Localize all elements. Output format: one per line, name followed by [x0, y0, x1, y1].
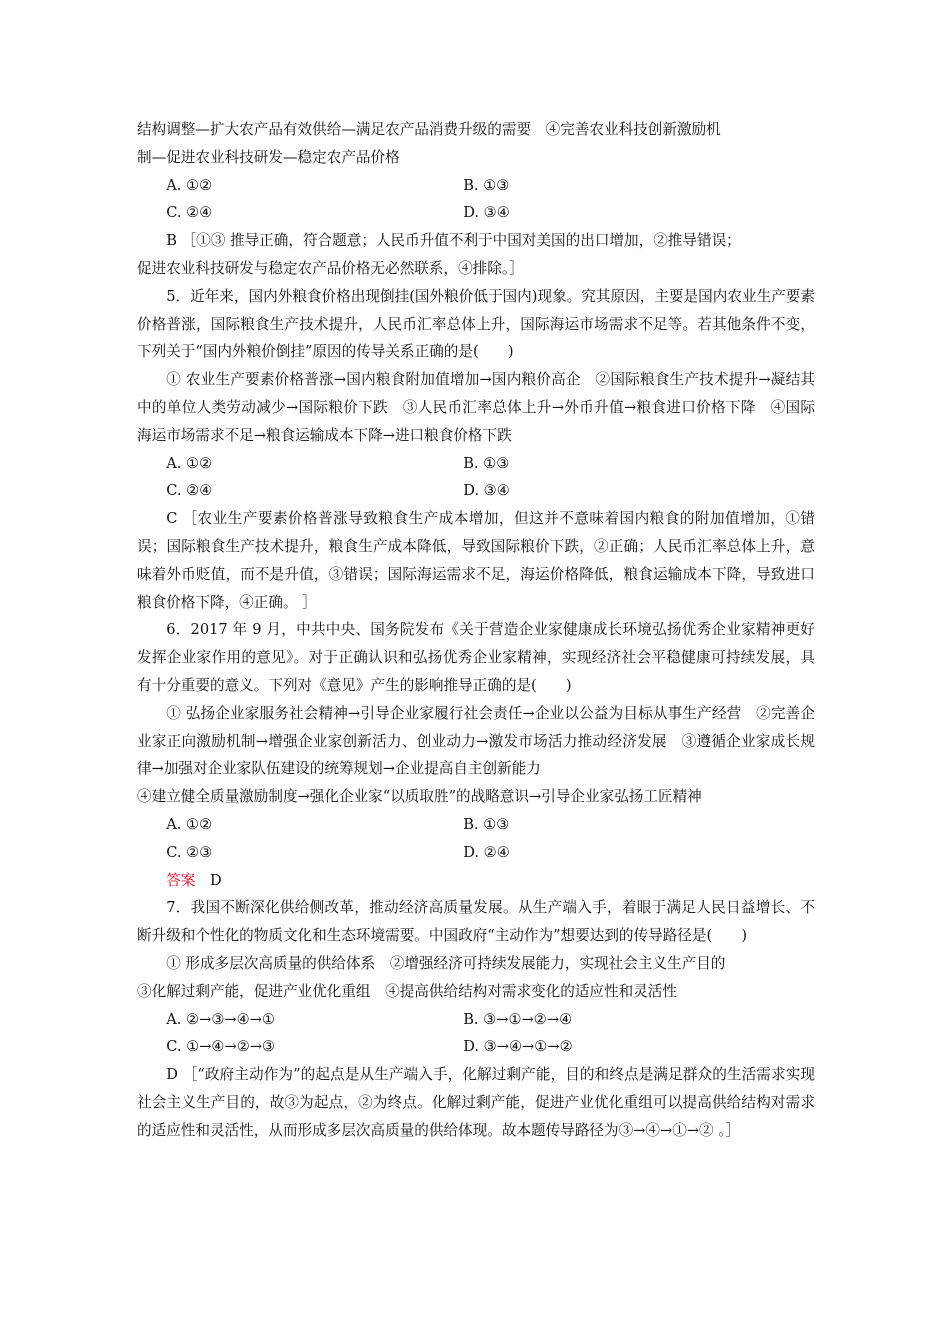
q7-options-row-1 — [137, 1006, 815, 1034]
q6-answer-value: D — [210, 871, 222, 889]
q4-options-row-1 — [137, 172, 815, 200]
q5-option-a: A. ①② — [166, 454, 213, 472]
q7-option-c: C. ①→④→②→③ — [166, 1038, 276, 1056]
q5-option-c: C. ②④ — [166, 482, 213, 500]
q6-stem: 6．2017 年 9 月，中共中央、国务院发布《关于营造企业家健康成长环境弘扬优秀企业家精神更好发挥企业家作用的意见》。对于正确认识和弘扬优秀企业家精神，实现经济社会平稳健康可持续发展，具有十分重要的意义。下列对《意见》产生的影响推导正确的是( ) — [137, 621, 815, 694]
q6-item-4: ④建立健全质量激励制度→强化企业家“以质取胜”的战略意识→引导企业家弘扬工匠精神 — [137, 788, 702, 806]
q4-analysis-line-2: 促进农业科技研发与稳定农产品价格无必然联系，④排除。］ — [137, 259, 524, 277]
q4-analysis-line-1: B ［①③ 推导正确，符合题意；人民币升值不利于中国对美国的出口增加，②推导错误； — [166, 232, 741, 250]
q7-option-b: B. ③→①→②→④ — [463, 1010, 573, 1028]
q7-options-row-2 — [137, 1033, 815, 1061]
q6-option-c: C. ②③ — [166, 843, 213, 861]
document-page — [137, 116, 815, 1144]
q4-options-row-2 — [137, 199, 815, 227]
q4-statement-line-1: 结构调整—扩大农产品有效供给—满足农产品消费升级的需要 ④完善农业科技创新激励机 — [137, 121, 721, 138]
q6-option-d: D. ②④ — [463, 843, 510, 861]
q6-option-b: B. ①③ — [463, 815, 510, 833]
q7-option-d: D. ③→④→①→② — [463, 1038, 573, 1056]
q4-statement-line-2: 制—促进农业科技研发—稳定农产品价格 — [137, 148, 400, 166]
q5-stem: 5．近年来，国内外粮食价格出现倒挂(国外粮价低于国内)现象。究其原因，主要是国内农业生产要素价格普涨，国际粮食生产技术提升，人民币汇率总体上升，国际海运市场需求不足等。若其他条件不变，下列关于“国内外粮价倒挂”原因的传导关系正确的是( ) — [137, 287, 815, 361]
q6-options-row-1 — [137, 811, 815, 839]
q7-stem: 7．我国不断深化供给侧改革，推动经济高质量发展。从生产端入手，着眼于满足人民日益增长、不断升级和个性化的物质文化和生态环境需要。中国政府“主动作为”想要达到的传导路径是( ) — [137, 899, 815, 945]
q5-option-b: B. ①③ — [463, 454, 510, 472]
q5-analysis: C ［农业生产要素价格普涨导致粮食生产成本增加，但这并不意味着国内粮食的附加值增加，①错误；国际粮食生产技术提升，粮食生产成本降低，导致国际粮价下跌，②正确；人民币汇率总体上升，意味着外币贬值，而不是升值，③错误；国际海运需求不足，海运价格降低，粮食运输成本下降，导致进口粮食价格下降，④正确。 ］ — [137, 510, 815, 611]
q7-item-line-1: ① 形成多层次高质量的供给体系 ②增强经济可持续发展能力，实现社会主义生产目的 — [166, 954, 726, 972]
q4-option-c: C. ②④ — [166, 204, 213, 222]
q5-items: ① 农业生产要素价格普涨→国内粮食附加值增加→国内粮价高企 ②国际粮食生产技术提升→凝结其中的单位人类劳动减少→国际粮价下跌 ③人民币汇率总体上升→外币升值→粮食进口价格下降 ④国际海运市场需求不足→粮食运输成本下降→进口粮食价格下跌 — [137, 371, 815, 444]
q7-analysis: D ［“政府主动作为”的起点是从生产端入手，化解过剩产能，目的和终点是满足群众的生活需求实现社会主义生产目的，故③为起点，②为终点。化解过剩产能，促进产业优化重组可以提高供给结构对需求的适应性和灵活性，从而形成多层次高质量的供给体现。故本题传导路径为③→④→①→② 。］ — [137, 1066, 815, 1139]
q5-options-row-1 — [137, 450, 815, 478]
q6-items: ① 弘扬企业家服务社会精神→引导企业家履行社会责任→企业以公益为目标从事生产经营 ②完善企业家正向激励机制→增强企业家创新活力、创业动力→激发市场活力推动经济发展 ③遵循企业家成长规律→加强对企业家队伍建设的统筹规划→企业提高自主创新能力 — [137, 704, 815, 778]
q6-options-row-2 — [137, 839, 815, 867]
q6-answer — [137, 867, 815, 895]
q6-answer-label: 答案 — [166, 871, 196, 889]
q4-option-b: B. ①③ — [463, 176, 510, 194]
q5-option-d: D. ③④ — [463, 482, 510, 500]
q4-option-a: A. ①② — [166, 176, 213, 194]
q7-option-a: A. ②→③→④→① — [166, 1010, 276, 1028]
q7-item-line-2: ③化解过剩产能，促进产业优化重组 ④提高供给结构对需求变化的适应性和灵活性 — [137, 982, 677, 1000]
q6-option-a: A. ①② — [166, 815, 213, 833]
q5-options-row-2 — [137, 477, 815, 505]
q4-option-d: D. ③④ — [463, 204, 510, 222]
